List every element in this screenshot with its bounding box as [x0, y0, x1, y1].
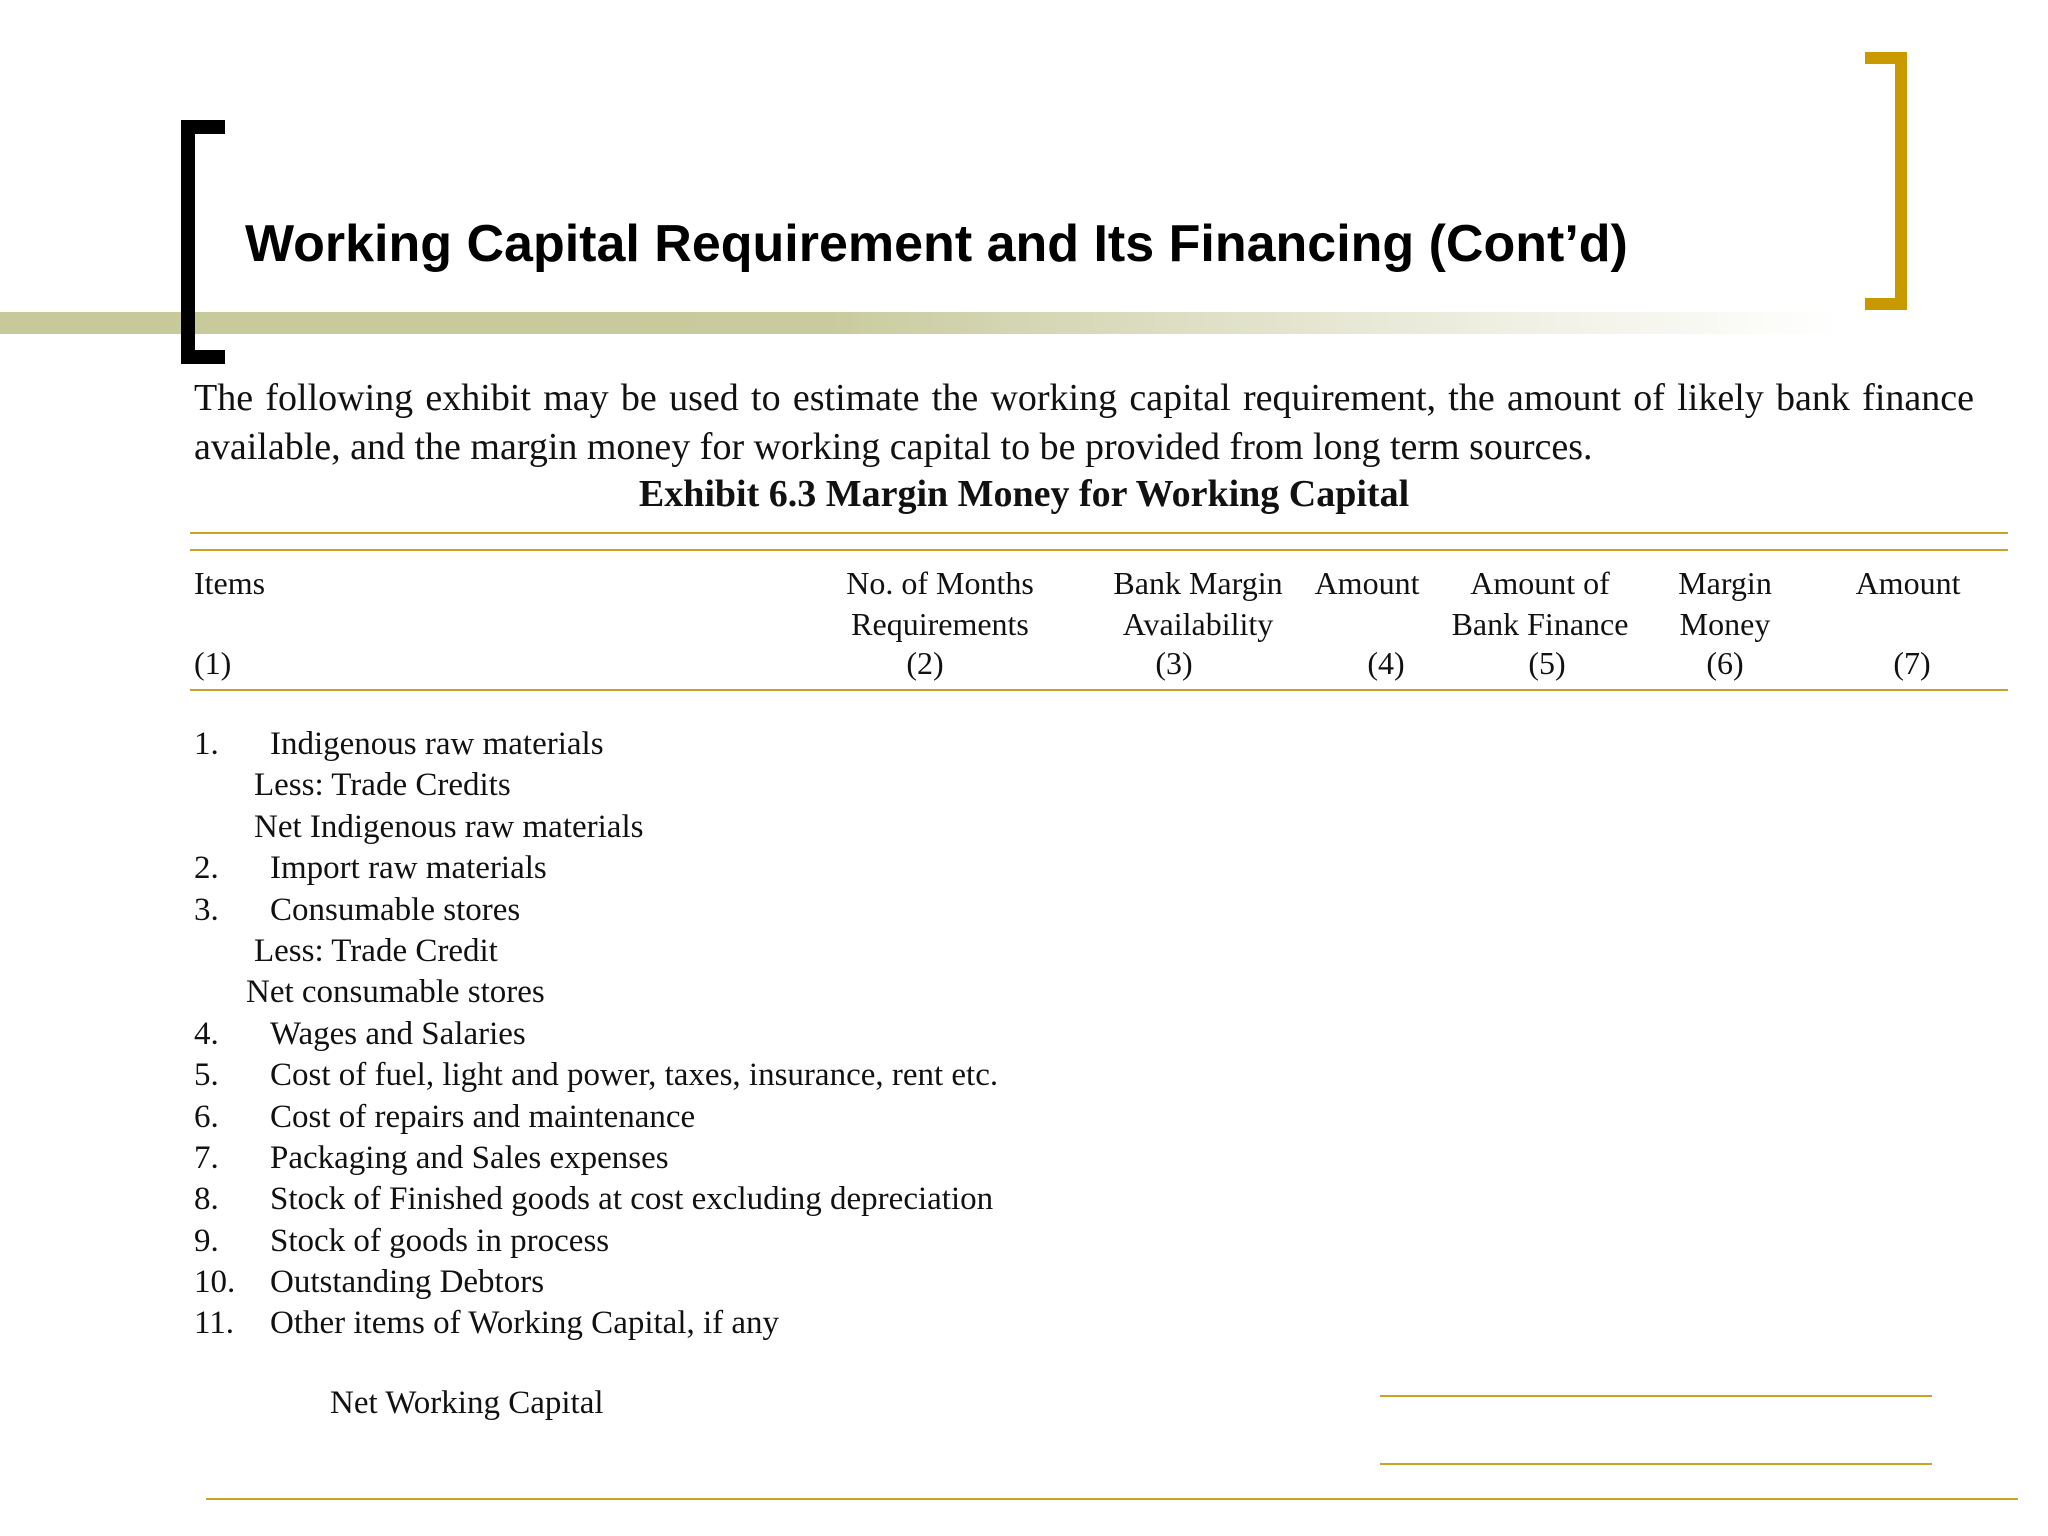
item-number: 7.: [194, 1139, 219, 1176]
item-label: Import raw materials: [270, 850, 547, 887]
table-header-bottom-rule: [190, 689, 2008, 691]
exhibit-title: Exhibit 6.3 Margin Money for Working Capital: [638, 473, 1410, 515]
item-label: Less: Trade Credit: [254, 932, 498, 969]
table-top-rule-2: [190, 549, 2008, 551]
item-number: 10.: [194, 1264, 236, 1301]
item-label: Indigenous raw materials: [270, 726, 604, 762]
item-number: 2.: [194, 850, 219, 887]
intro-paragraph: The following exhibit may be used to estimate the working capital requirement, the amount of likely bank finance available, and the margin money for working capital to be provided from long term sources.: [194, 377, 1974, 468]
net-working-capital-label: Net Working Capital: [330, 1385, 604, 1421]
right-bracket-decoration: [1865, 52, 1907, 310]
item-label: Net consumable stores: [246, 974, 545, 1011]
item-number: 5.: [194, 1057, 219, 1094]
table-bottom-rule: [206, 1498, 2018, 1500]
item-number: 1.: [194, 726, 219, 762]
column-header-items: Items: [194, 565, 266, 601]
item-label: Other items of Working Capital, if any: [270, 1305, 780, 1342]
item-number: 8.: [194, 1181, 219, 1218]
item-number: 9.: [194, 1222, 219, 1259]
item-label: Stock of Finished goods at cost excluding depreciation: [270, 1181, 994, 1218]
column-number-1: (1): [194, 645, 232, 681]
slide-title: Working Capital Requirement and Its Financing (Cont’d): [245, 215, 1628, 273]
item-label: Cost of repairs and maintenance: [270, 1098, 696, 1135]
item-label: Less: Trade Credits: [254, 767, 511, 804]
item-label: Cost of fuel, light and power, taxes, insurance, rent etc.: [270, 1057, 999, 1094]
item-label: Wages and Salaries: [270, 1015, 526, 1052]
table-top-rule-1: [190, 532, 2008, 534]
item-label: Packaging and Sales expenses: [270, 1139, 669, 1176]
item-label: Consumable stores: [270, 891, 521, 928]
item-number: 4.: [194, 1015, 219, 1052]
item-label: Outstanding Debtors: [270, 1264, 545, 1301]
title-underline-bar: [0, 312, 1840, 334]
total-rule-upper: [1380, 1395, 1932, 1397]
item-label: Net Indigenous raw materials: [254, 808, 644, 845]
left-bracket-decoration: [181, 120, 225, 364]
item-label: Stock of goods in process: [270, 1222, 610, 1259]
item-number: 3.: [194, 891, 219, 928]
total-rule-lower: [1380, 1463, 1932, 1465]
item-number: 6.: [194, 1098, 219, 1135]
item-number: 11.: [194, 1305, 235, 1342]
